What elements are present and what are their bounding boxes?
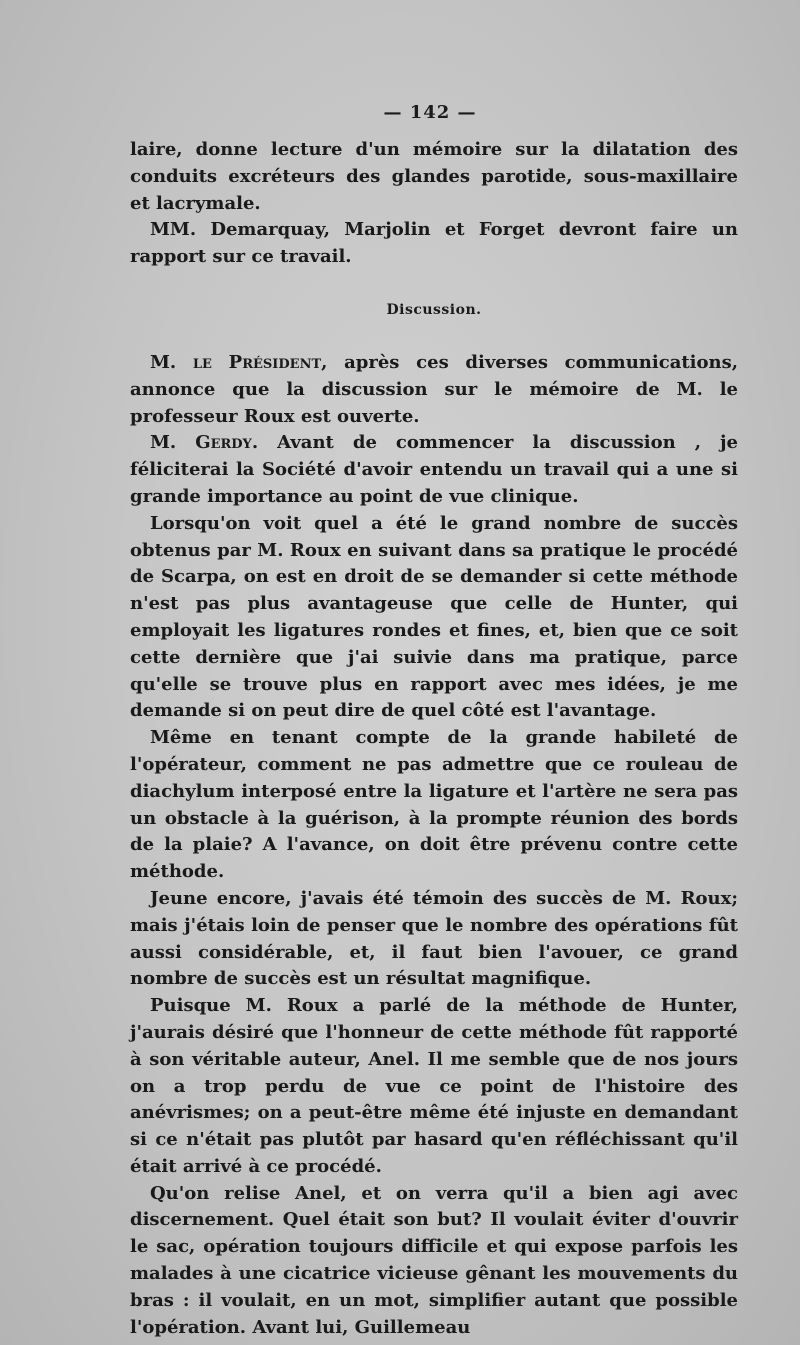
paragraph-text: après ces diverses communications, annonce que la discussion sur le mémoire de M. le professeur Roux est ouverte. [130,351,739,427]
paragraph-gerdy [130,430,738,510]
page-number: — 142 — [383,102,477,123]
paragraph-president [130,350,738,430]
paragraph: Puisque M. Roux a parlé de la méthode de Hunter, j'aurais désiré que l'honneur de cette méthode fût rapporté à son véritable auteur, Anel. Il me semble que de nos jours on a trop perdu de vue ce point de l'histoire des anévrismes; on a peut-être même été injuste en demandant si ce n'était pas plutôt par hasard qu'en réfléchissant qu'il était arrivé à ce procédé. [130,995,738,1177]
paragraph: Qu'on relise Anel, et on verra qu'il a bien agi avec discernement. Quel était son but? Il voulait éviter d'ouvrir le sac, opération toujours difficile et qui expose parfois les malades à une cicatrice vicieuse gênant les mouvements du bras : il voulait, en un mot, simplifier autant que possible l'opération. Avant lui, Guillemeau [130,1182,738,1338]
paragraph: Même en tenant compte de la grande habileté de l'opérateur, comment ne pas admettre que ce rouleau de diachylum interposé entre la ligature et l'artère ne sera pas un obstacle à la guérison, à la prompte réunion des bords de la plaie? A l'avance, on doit être prévenu contre cette méthode. [130,727,738,883]
paragraph: Jeune encore, j'avais été témoin des succès de M. Roux; mais j'étais loin de penser que le nombre des opérations fût aussi considérable, et, il faut bien l'avouer, ce grand nombre de succès est un résultat magnifique. [130,887,738,990]
paragraph-text: Avant de commencer la discussion , je féliciterai la Société d'avoir entendu un travail qui a une si grande importance au point de vue clinique. [130,432,738,507]
section-heading: Discussion. [386,301,482,318]
paragraph-continuation: laire, donne lecture d'un mémoire sur la dilatation des conduits excréteurs des glandes parotide, sous-maxillaire et lacrymale. [130,139,738,214]
speaker-name: M. le Président, [150,351,328,373]
paragraph-rapport: MM. Demarquay, Marjolin et Forget devront faire un rapport sur ce travail. [130,219,738,268]
speaker-name: M. Gerdy. [150,432,259,454]
paragraph: Lorsqu'on voit quel a été le grand nombre de succès obtenus par M. Roux en suivant dans sa pratique le procédé de Scarpa, on est en droit de se demander si cette méthode n'est pas plus avantageuse que celle de Hunter, qui employait les ligatures rondes et fines, et, bien que ce soit cette dernière que j'ai suivie dans ma pratique, parce qu'elle se trouve plus en rapport avec mes idées, je me demande si on peut dire de quel côté est l'avantage. [130,512,738,722]
page-body [130,137,738,1341]
